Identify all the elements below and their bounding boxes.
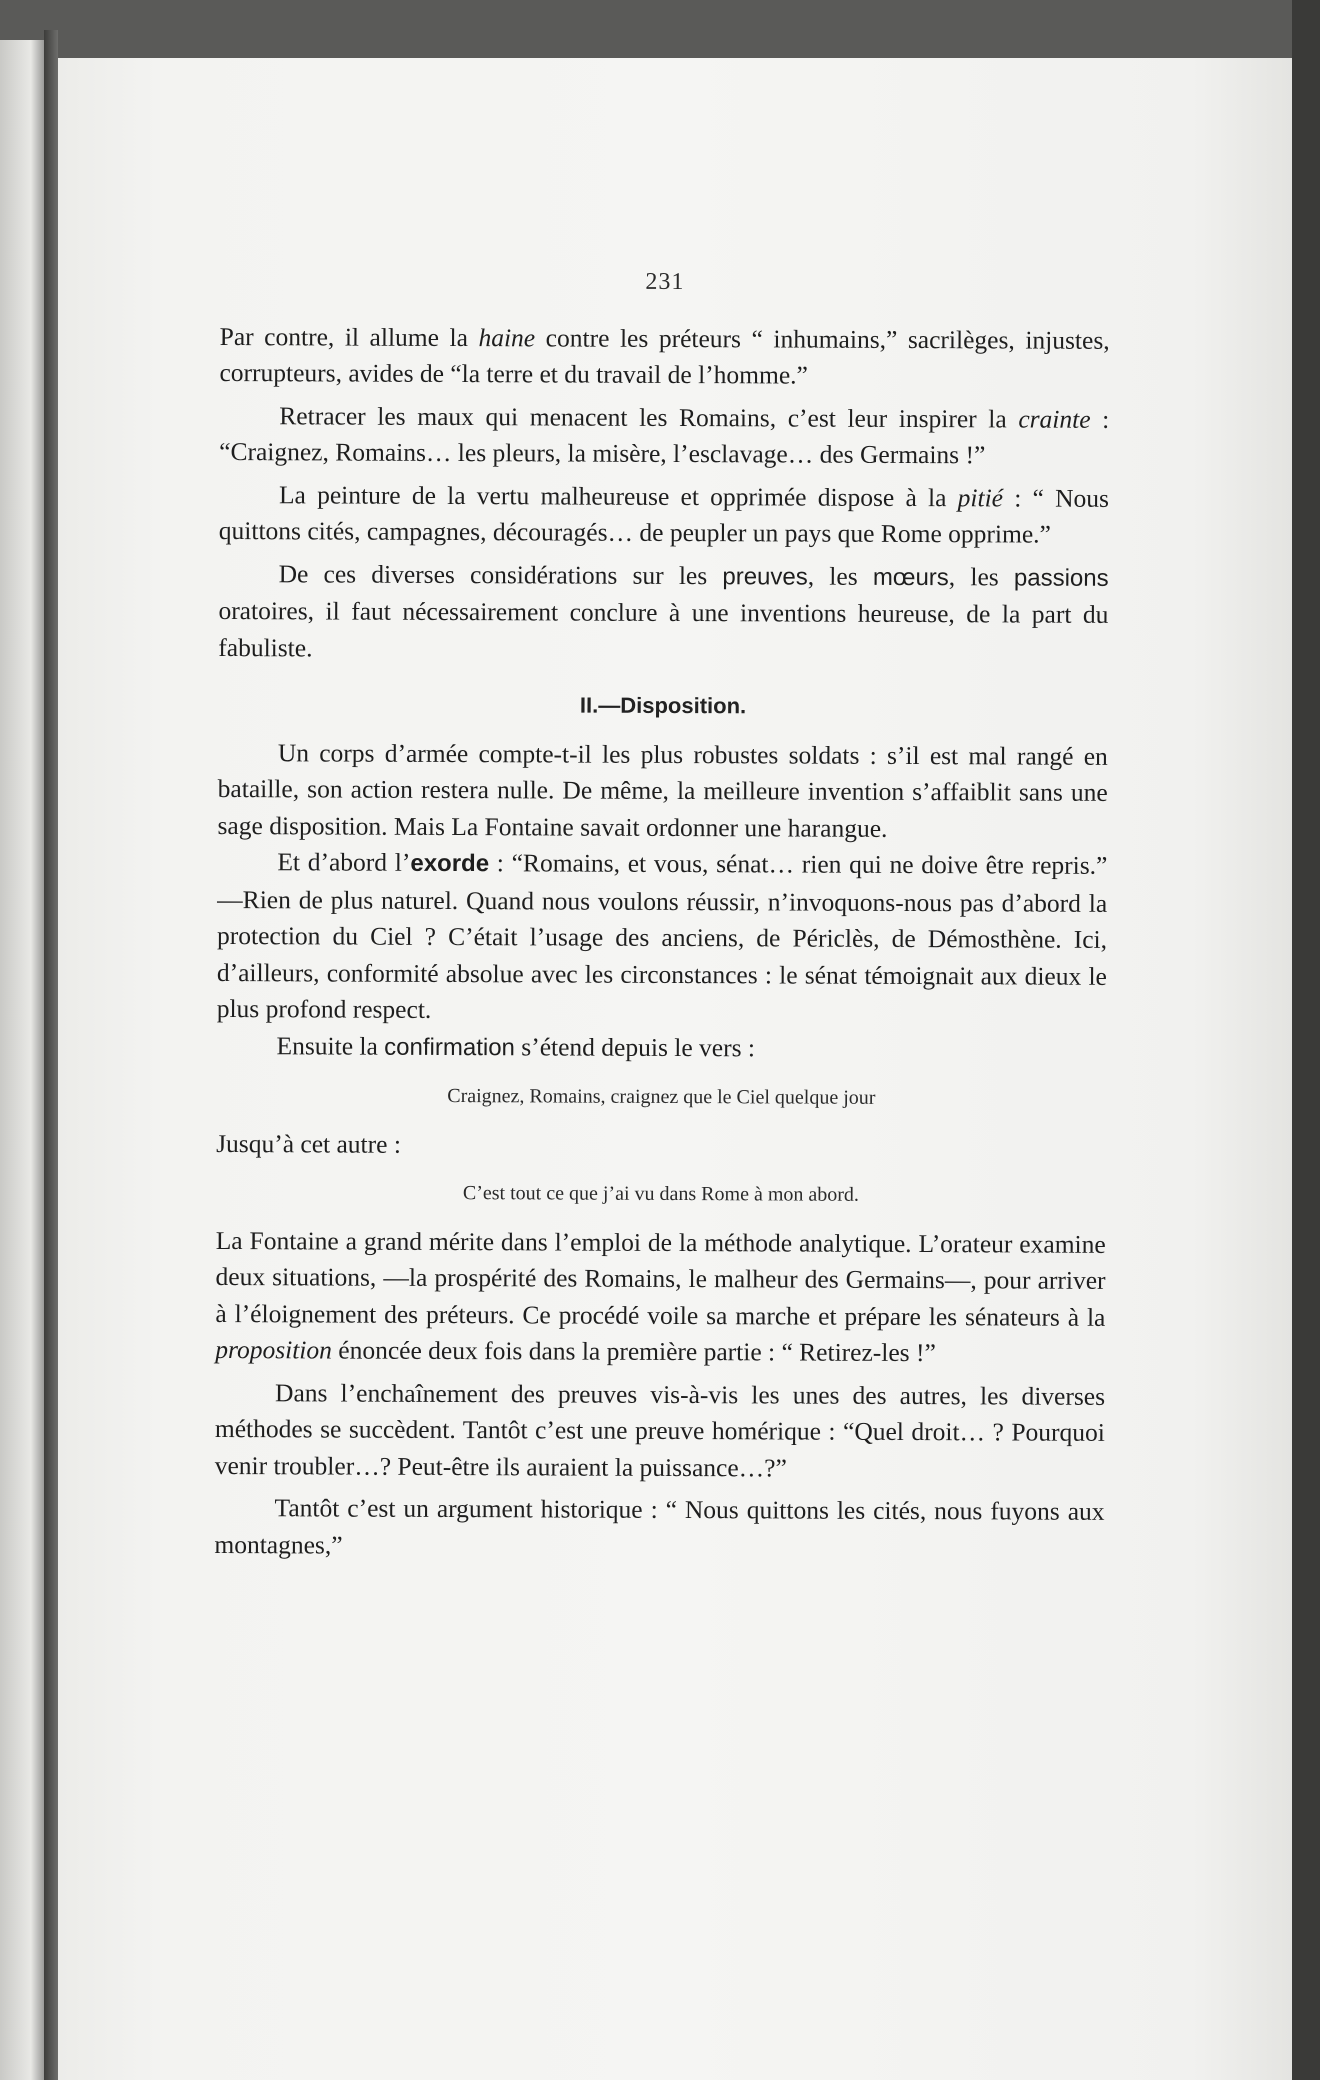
term-moeurs: mœurs <box>872 563 949 591</box>
paragraph-jusqua: Jusqu’à cet autre : <box>216 1128 402 1159</box>
verse-quote-1: Craignez, Romains, craignez que le Ciel quelque jour <box>447 1084 876 1109</box>
left-page-edge <box>0 40 44 2080</box>
emphasis-haine: haine <box>478 322 536 352</box>
paragraph-haine: Par contre, il allume la haine contre les préteurs “ inhumains,” sacrilèges, injustes, corrupteurs, avides de “la terre et du travail de l’homme.” <box>219 321 1110 390</box>
section-heading: II.—Disposition. <box>579 692 747 719</box>
emphasis-crainte: crainte <box>1018 403 1091 434</box>
term-exorde: exorde <box>410 849 490 878</box>
paragraph-methode-analytique: La Fontaine a grand mérite dans l’emploi de la méthode analytique. L’orateur examine deux situations, —la prospérité des Romains, le malheur des Germains—, pour arriver à l’éloignement des préteurs. Ce procédé voile sa marche et prépare les sénateurs à la proposition énoncée deux fois dans la première partie : “ Retirez-les !” <box>215 1225 1106 1368</box>
page-text-block <box>214 262 1110 1567</box>
paragraph-crainte: Retracer les maux qui menacent les Romains, c’est leur inspirer la crainte : “Craignez, Romains… les pleurs, la misère, l’esclavage… des Germains !” <box>219 400 1110 470</box>
emphasis-pitie: pitié <box>957 482 1004 512</box>
emphasis-proposition: proposition <box>215 1334 332 1365</box>
paragraph-enchainement: Dans l’enchaînement des preuves vis-à-vis les unes des autres, les diverses méthodes se succèdent. Tantôt c’est une preuve homérique : “Quel droit… ? Pourquoi venir troubler…? Peut-être ils auraient la puissance…?” <box>214 1377 1106 1482</box>
book-gutter <box>44 30 58 2080</box>
paragraph-exorde: Et d’abord l’exorde : “Romains, et vous, sénat… rien qui ne doive être repris.” —Rien de plus naturel. Quand nous voulons réussir, n’invoquons-nous pas d’abord la protection du Ciel ? C’était l’usage des anciens, de Périclès, de Démosthène. Ici, d’ailleurs, conformité absolue avec les circonstances : le sénat témoignait aux dieux le plus profond respect. <box>216 847 1108 1024</box>
term-preuves: preuves <box>722 562 808 591</box>
paragraph-argument-historique: Tantôt c’est un argument historique : “ Nous quittons les cités, nous fuyons aux montagnes,” <box>214 1493 1105 1560</box>
term-confirmation: confirmation <box>384 1033 516 1061</box>
paragraph-confirmation: Ensuite la confirmation s’étend depuis le vers : <box>276 1030 756 1062</box>
page-number: 231 <box>645 268 685 296</box>
scan-border <box>1292 0 1320 2080</box>
paragraph-conclusion-invention: De ces diverses considérations sur les preuves, les mœurs, les passions oratoires, il faut nécessairement conclure à une inventions heureuse, de la part du fabuliste. <box>218 558 1109 662</box>
verse-quote-2: C’est tout ce que j’ai vu dans Rome à mon abord. <box>462 1182 859 1206</box>
paragraph-pitie: La peinture de la vertu malheureuse et opprimée dispose à la pitié : “ Nous quittons cités, campagnes, découragés… de peupler un pays que Rome opprime.” <box>218 479 1110 549</box>
paragraph-corps-armee: Un corps d’armée compte-t-il les plus robustes soldats : s’il est mal rangé en bataille, son action restera nulle. De même, la meilleure invention s’affaiblit sans une sage disposition. Mais La Fontaine savait ordonner une harangue. <box>217 737 1108 843</box>
term-passions: passions <box>1013 563 1109 592</box>
